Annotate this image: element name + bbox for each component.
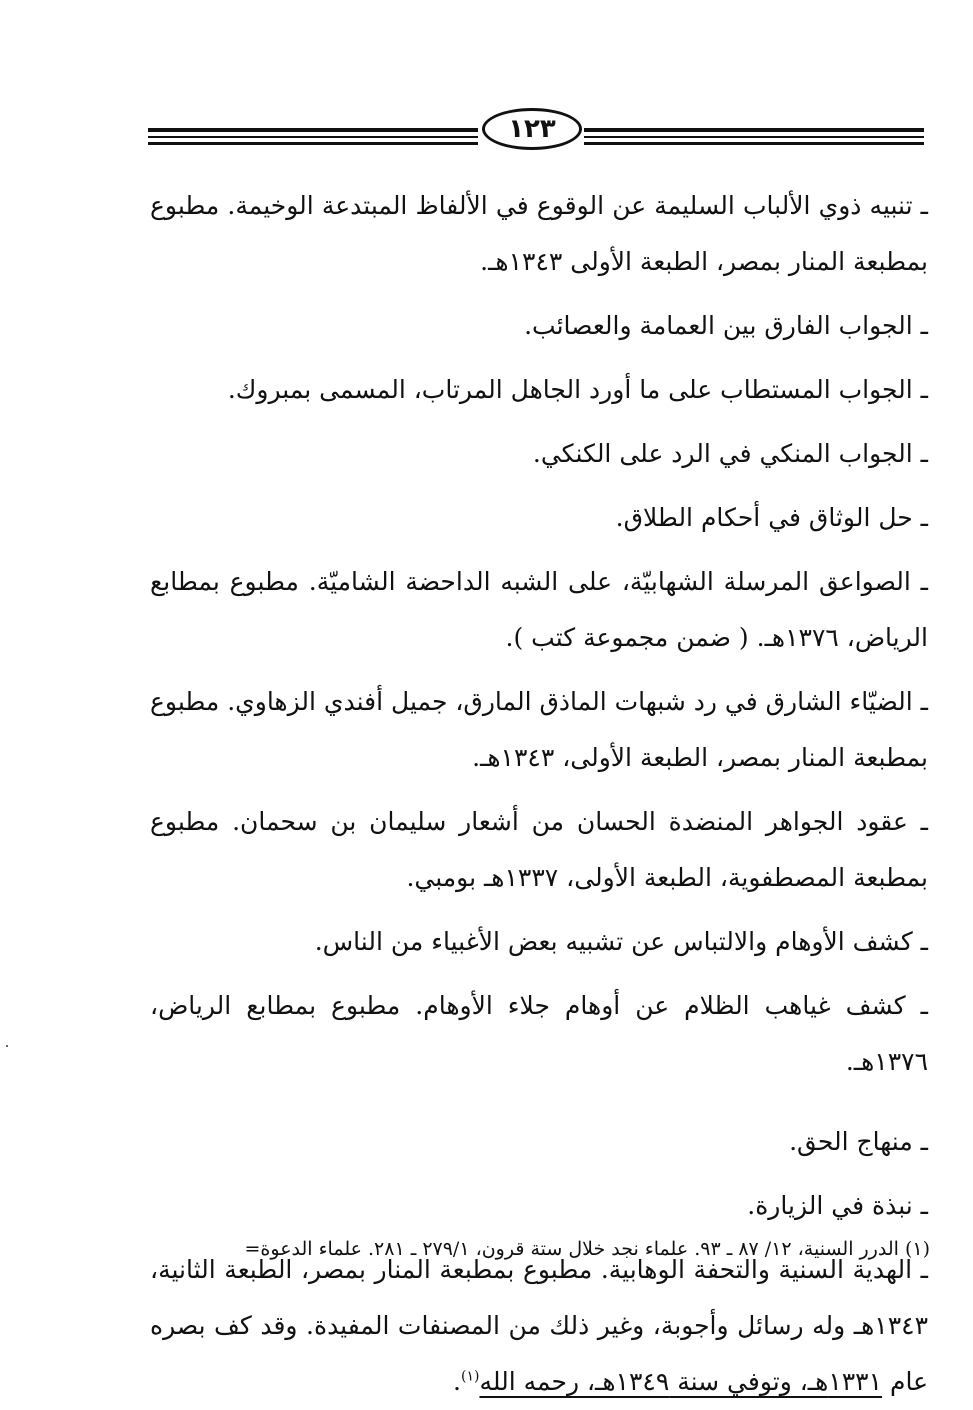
list-item: ـ الجواب المستطاب على ما أورد الجاهل المرتاب، المسمى بمبروك.	[227, 375, 928, 404]
list-item: ـ الجواب المنكي في الرد على الكنكي.	[532, 439, 928, 468]
final-entry-text: ـ الهدية السنية والتحفة الوهابية. مطبوع بمطبعة المنار بمصر، الطبعة الثانية، ١٣٤٣هـ وله رسائل وأجوبة، وغير ذلك من المصنفات المفيدة. وقد كف بصره عام	[150, 1255, 928, 1396]
page-number: ١٢٣	[508, 114, 556, 144]
list-item: ـ تنبيه ذوي الألباب السليمة عن الوقوع في الألفاظ المبتدعة الوخيمة. مطبوع بمطبعة المنار بمصر، الطبعة الأولى ١٣٤٣هـ.	[150, 191, 928, 276]
list-item: ـ الصواعق المرسلة الشهابيّة، على الشبه الداحضة الشاميّة. مطبوع بمطابع الرياض، ١٣٧٦هـ. ( ضمن مجموعة كتب ).	[150, 567, 928, 652]
list-item: ـ كشف غياهب الظلام عن أوهام جلاء الأوهام. مطبوع بمطابع الرياض، ١٣٧٦هـ.	[150, 991, 928, 1076]
scan-speck	[6, 1045, 8, 1047]
header-rule-right	[584, 128, 924, 150]
list-item: ـ عقود الجواهر المنضدة الحسان من أشعار سليمان بن سحمان. مطبوع بمطبعة المصطفوية، الطبعة الأولى، ١٣٣٧هـ بومبي.	[150, 807, 928, 892]
list-item: ـ كشف الأوهام والالتباس عن تشبيه بعض الأغبياء من الناس.	[314, 927, 928, 956]
list-item: ـ حل الوثاق في أحكام الطلاق.	[615, 503, 928, 532]
footnote-marker: (١)	[460, 1368, 480, 1385]
footnote: (١) الدرر السنية، ١٢/ ٨٧ ـ ٩٣. علماء نجد خلال ستة قرون، ٢٧٩/١ ـ ٢٨١. علماء الدعوة=	[244, 1238, 930, 1260]
list-item-final	[150, 1242, 928, 1410]
list-item: ـ منهاج الحق.	[789, 1127, 928, 1156]
final-entry-end: .	[453, 1367, 461, 1396]
header-rule-left	[148, 128, 478, 150]
main-text	[150, 178, 928, 1410]
list-item: ـ الضيّاء الشارق في رد شبهات الماذق المارق، جميل أفندي الزهاوي. مطبوع بمطبعة المنار بمصر، الطبعة الأولى، ١٣٤٣هـ.	[150, 687, 928, 772]
list-item: ـ نبذة في الزيارة.	[747, 1191, 928, 1220]
page-number-badge	[482, 108, 582, 150]
final-entry-underlined: ١٣٣١هـ، وتوفي سنة ١٣٤٩هـ، رحمه الله	[479, 1367, 883, 1396]
page-header	[148, 100, 924, 160]
list-item: ـ الجواب الفارق بين العمامة والعصائب.	[524, 311, 928, 340]
